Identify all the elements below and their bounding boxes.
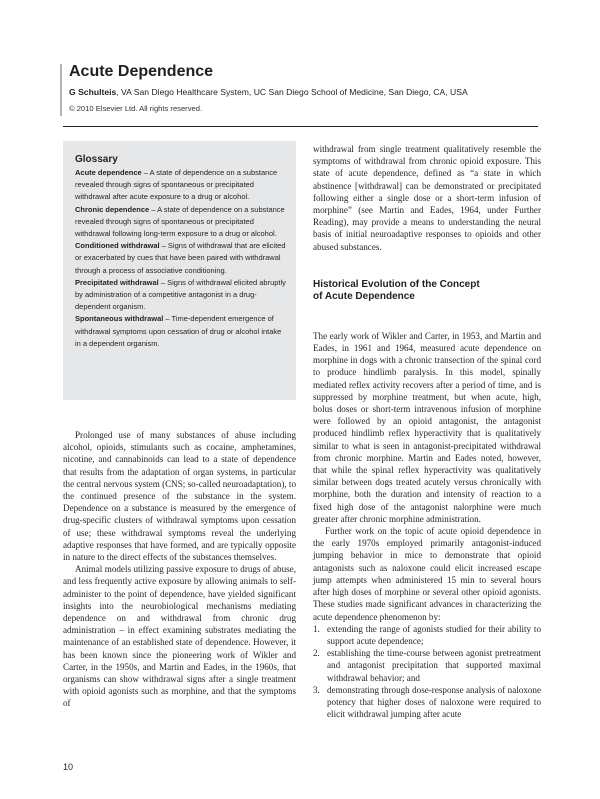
article-title: Acute Dependence <box>69 63 214 80</box>
glossary-term: Acute dependence <box>75 168 142 177</box>
header-divider <box>63 126 538 127</box>
author-line <box>69 86 543 98</box>
body-paragraph: withdrawal from single treatment qualitatively resemble the symptoms of withdrawal from chronic opioid exposure. This state of acute dependence, defined as “a state in which abstinence [withdrawal] can be demonstrated or precipitated following either a single dose or a short-term infusion of morphine” (see Martin and Eades, 1964, under Further Reading), may provide a means to understanding the neural basis of initial neuroadaptive responses to opioids and other abused substances. <box>313 144 541 252</box>
glossary-term: Precipitated withdrawal <box>75 277 159 287</box>
glossary-definition: – A state of dependence on a substance revealed through signs of spontaneous or precipitated withdrawal following long-term exposure to a drug or alcohol. <box>75 204 285 239</box>
glossary-term: Conditioned withdrawal <box>75 241 160 251</box>
section-heading-line: of Acute Dependence <box>313 291 415 303</box>
list-item-text: demonstrating through dose-response analysis of naloxone potency that higher doses of naloxone were required to elicit withdrawal jumping after acute <box>327 684 541 720</box>
glossary-entry <box>75 277 286 314</box>
glossary-definition: – Signs of withdrawal that are elicited or exacerbated by cues that have been paired with withdrawal through a process of associative conditioning. <box>75 241 286 275</box>
glossary-term: Chronic dependence <box>75 204 150 214</box>
body-paragraph: Further work on the topic of acute opioid dependence in the early 1970s employed primarily antagonist-induced jumping behavior in mice to demonstrate that opioid antagonists such as naloxone could elicit increased escape jump attempts when administered 15 min to several hours after high doses of morphine or several other opioid agonists. These studies made significant advances in characterizing the acute dependence phenomenon by: <box>313 526 541 622</box>
page-number: 10 <box>63 762 74 772</box>
author-affiliation: , VA San Diego Healthcare System, UC San Diego School of Medicine, San Diego, CA, USA <box>116 87 468 97</box>
list-item <box>313 684 541 721</box>
glossary-definition: – A state of dependence on a substance revealed through signs of spontaneous or precipitated withdrawal after acute exposure to a drug or alcohol. <box>75 168 278 202</box>
list-item-number: 3. <box>313 684 320 695</box>
section-heading <box>313 279 541 304</box>
glossary-box <box>63 141 296 400</box>
glossary-definition: – Signs of withdrawal elicited abruptly by administration of a competitive antagonist in a drug-dependent organism. <box>75 277 286 312</box>
glossary-definition: – Time-dependent emergence of withdrawal symptoms upon cessation of drug or alcohol intake in a dependent organism. <box>75 314 282 348</box>
copyright-notice: © 2010 Elsevier Ltd. All rights reserved. <box>69 104 203 113</box>
left-body-column <box>63 429 296 710</box>
glossary-entry <box>75 313 286 350</box>
glossary-term: Spontaneous withdrawal <box>75 314 164 324</box>
list-item-number: 2. <box>313 648 320 659</box>
glossary-heading: Glossary <box>75 154 118 165</box>
glossary-entry <box>75 204 286 241</box>
list-item <box>313 647 541 684</box>
glossary-entry <box>75 240 286 277</box>
list-item-number: 1. <box>313 623 320 634</box>
glossary-entry <box>75 167 286 204</box>
author-name: G Schulteis <box>69 87 117 97</box>
list-item-text: extending the range of agonists studied for their ability to support acute dependence; <box>327 623 541 646</box>
list-item <box>313 623 541 647</box>
body-paragraph: Prolonged use of many substances of abuse including alcohol, opioids, stimulants such as cocaine, amphetamines, nicotine, and cannabinoids can lead to a state of dependence that results from the adaptation of organ systems, in particular the central nervous system (CNS; so-called neuroadaptation), to the continued presence of the substance in the system. Dependence on a substance is measured by the emergence of drug-specific clusters of withdrawal symptoms upon cessation of use; these withdrawal symptoms reveal the underlying adaptive responses that have formed, and are typically opposite in nature to the direct effects of the substances themselves. <box>63 430 296 563</box>
header-accent-bar <box>60 64 62 116</box>
list-item-text: establishing the time-course between agonist pretreatment and antagonist precipitation that supported maximal withdrawal behavior; and <box>327 648 541 683</box>
article-header <box>63 62 543 114</box>
numbered-list <box>313 623 541 721</box>
body-paragraph: The early work of Wikler and Carter, in 1953, and Martin and Eades, in 1961 and 1964, measured acute dependence on morphine in dogs with a chronic transection of the spinal cord to produce hindlimb paralysis. In this model, spinally mediated reflex activity recovers after a period of time, and is suppressed by morphine treatment, but when acute, high, bolus doses or short-term intravenous infusion of morphine were followed by an opioid antagonist, the antagonist produced hindlimb reflex hyperactivity that is qualitatively similar to what is seen in antagonist-precipitated withdrawal from chronic morphine. Martin and Eades noted, however, that while the spinal reflex hyperactivity was qualitatively similar between dogs treated acutely versus chronically with morphine, both the duration and intensity of reaction to a fixed high dose of the antagonist nalorphine were much greater after chronic morphine administration. <box>313 330 541 524</box>
section-heading-line: Historical Evolution of the Concept <box>313 278 480 290</box>
right-body-column <box>313 143 541 720</box>
body-paragraph: Animal models utilizing passive exposure to drugs of abuse, and less frequently active exposure by allowing animals to self-administer to the point of dependence, have yielded significant insights into the neurobiological mechanisms mediating dependence on and withdrawal from chronic drug administration – in effect examining substrates mediating the maintenance of an established state of dependence. However, it has been known since the pioneering work of Wikler and Carter, in the 1950s, and Martin and Eades, in the 1960s, that organisms can show withdrawal signs after a single treatment with opioid agonists such as morphine, and that the symptoms of <box>63 564 296 709</box>
